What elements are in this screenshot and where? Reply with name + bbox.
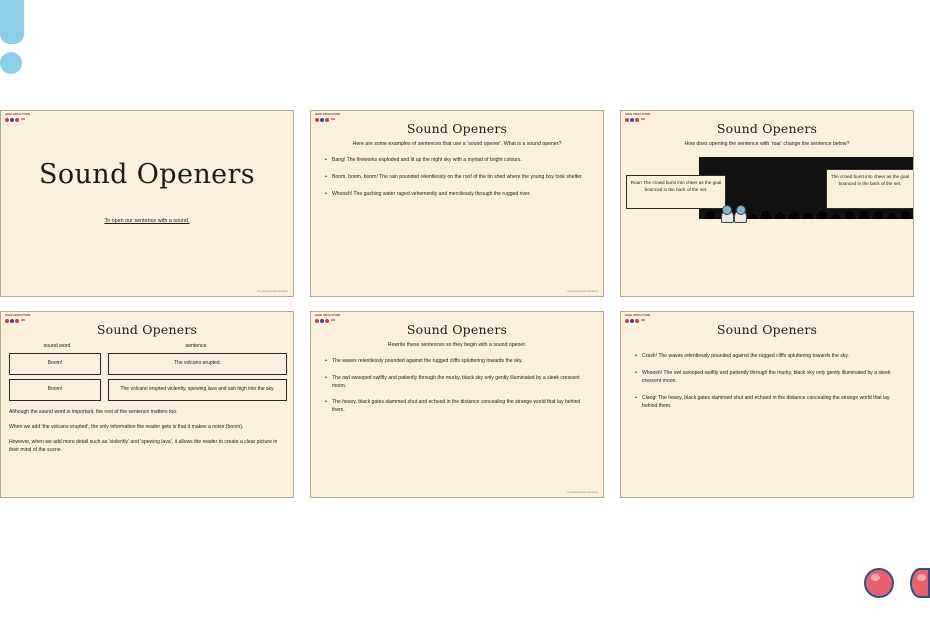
red-circle-clipped-icon — [910, 568, 930, 598]
logo-dot-red-2 — [15, 319, 19, 323]
slide-thumbnail-5[interactable] — [310, 311, 604, 498]
slide-5-bullet-list — [325, 358, 591, 415]
slide-thumbnail-1[interactable] — [0, 110, 294, 297]
publisher-logo: HIGH EDUCATION UK — [5, 114, 39, 128]
table-row — [9, 379, 287, 401]
two-people-talking-icon — [721, 205, 747, 223]
slide-thumbnail-3[interactable] — [620, 110, 914, 297]
logo-dot-red — [625, 319, 629, 323]
cell-sentence: The volcano erupted. — [108, 353, 287, 375]
publisher-logo: HIGH EDUCATION UK — [625, 315, 659, 329]
slide-thumbnail-6[interactable] — [620, 311, 914, 498]
slide-3-subtitle: How does opening the sentence with 'roar' change the sentence below? — [684, 141, 850, 147]
logo-marks: UK — [625, 319, 659, 323]
paragraph: However, when we add more detail such as 'violently' and 'spewing lava', it allows the reader to create a clear picture in their mind of the scene. — [9, 438, 278, 453]
slide-2-subtitle: Here are some examples of sentences that use a 'sound opener'. What is a sound opener? — [352, 141, 562, 147]
logo-dot-blue — [320, 319, 324, 323]
red-circle-icon — [864, 568, 894, 598]
exclamation-dot — [0, 52, 22, 74]
slide-2-footer: Key Educational Company — [567, 290, 598, 293]
list-item: • Boom, boom, boom! The rain pounded relentlessly on the roof of the tin shed where the young boy took shelter. — [325, 174, 591, 182]
decorative-circles — [864, 568, 930, 598]
list-item: • The heavy, black gates slammed shut and echoed in the distance concealing the strange world that lay behind them. — [325, 399, 591, 415]
exclamation-bar — [0, 0, 24, 44]
logo-marks: UK — [625, 118, 659, 122]
publisher-logo: HIGH EDUCATION UK — [5, 315, 39, 329]
logo-dot-red-2 — [635, 319, 639, 323]
slide-5-subtitle: Rewrite these sentences so they begin with a sound opener. — [387, 342, 527, 348]
list-item: • Whoosh! The gushing water raged vehemently and mercilessly through the rugged river. — [325, 191, 591, 199]
list-item: • Bang! The fireworks exploded and lit up the night sky with a myriad of bright colours. — [325, 157, 591, 165]
talk-to-partner-row — [721, 205, 797, 223]
list-item: • The waves relentlessly pounded against the rugged cliffs spluttering towards the sky. — [325, 358, 591, 366]
plain-sentence-box: The crowd burst into cheer as the goal bounced in the back of the net. — [826, 169, 914, 209]
logo-dot-red — [5, 118, 9, 122]
logo-dot-red-2 — [325, 319, 329, 323]
logo-marks: UK — [315, 118, 349, 122]
table-row — [9, 353, 287, 375]
slide-6-bullet-list — [635, 353, 901, 410]
logo-dot-red — [315, 118, 319, 122]
slide-thumbnail-4[interactable] — [0, 311, 294, 498]
slide-grid — [0, 110, 930, 512]
logo-dot-blue — [320, 118, 324, 122]
slide-5-footer: Key Educational Company — [567, 491, 598, 494]
column-header-sound-word: sound word — [43, 343, 71, 349]
list-item: • Crash! The waves relentlessly pounded against the rugged cliffs spluttering towards the sky. — [635, 353, 901, 361]
slide-5-title: Sound Openers — [406, 322, 508, 337]
slide-1-footer: Key Educational Company — [257, 290, 288, 293]
list-item: • The owl swooped swiftly and patiently through the murky, black sky only gently illuminated by a sleek crescent moon. — [325, 375, 591, 391]
logo-dot-blue — [10, 319, 14, 323]
slide-thumbnail-2[interactable] — [310, 110, 604, 297]
slide-4-title: Sound Openers — [96, 322, 198, 337]
slide-row-2 — [0, 311, 930, 498]
logo-dot-red-2 — [15, 118, 19, 122]
paragraph: When we add 'the volcano erupted', the only information the reader gets is that it makes a noise (boom). — [9, 423, 244, 430]
logo-dot-blue — [630, 319, 634, 323]
slide-1-subtitle: To open our sentence with a sound. — [104, 218, 190, 224]
slide-3-title: Sound Openers — [716, 121, 818, 136]
slide-6-title: Sound Openers — [716, 322, 818, 337]
sound-word-table — [9, 343, 287, 401]
logo-dot-red — [5, 319, 9, 323]
logo-dot-red — [315, 319, 319, 323]
cell-sound-word: Boom! — [9, 379, 101, 401]
logo-marks: UK — [5, 118, 39, 122]
list-item: • Whoosh! The owl swooped swiftly and patiently through the murky, black sky only gently illuminated by a sleek crescent moon. — [635, 370, 901, 386]
list-item: • Clang! The heavy, black gates slammed shut and echoed in the distance concealing the strange world that lay behind them. — [635, 395, 901, 411]
slide-3-content — [621, 157, 913, 229]
publisher-logo: HIGH EDUCATION UK — [315, 315, 349, 329]
slide-2-title: Sound Openers — [406, 121, 508, 136]
publisher-logo: HIGH EDUCATION UK — [625, 114, 659, 128]
slide-1-title: Sound Openers — [38, 159, 256, 190]
cell-sentence: The volcano erupted violently, spewing lava and ash high into the sky. — [108, 379, 287, 401]
exclamation-mark-icon — [0, 0, 46, 76]
logo-marks: UK — [5, 319, 39, 323]
paragraph: Although the sound word is important, the rest of the sentence matters too. — [9, 409, 178, 415]
slide-4-paragraphs — [1, 409, 293, 455]
logo-dot-red-2 — [635, 118, 639, 122]
slide-row-1 — [0, 110, 930, 297]
logo-dot-red — [625, 118, 629, 122]
logo-marks: UK — [315, 319, 349, 323]
table-header-row — [9, 343, 287, 349]
talk-to-partner-label: Talk to your partner. — [753, 210, 797, 217]
publisher-logo: HIGH EDUCATION UK — [315, 114, 349, 128]
logo-dot-red-2 — [325, 118, 329, 122]
roar-sentence-box: Roar! The crowd burst into cheer as the goal bounced in the back of the net. — [626, 175, 726, 209]
logo-dot-blue — [630, 118, 634, 122]
column-header-sentence: sentence — [185, 343, 207, 349]
logo-dot-blue — [10, 118, 14, 122]
slide-2-bullet-list — [325, 157, 591, 199]
cell-sound-word: Boom! — [9, 353, 101, 375]
